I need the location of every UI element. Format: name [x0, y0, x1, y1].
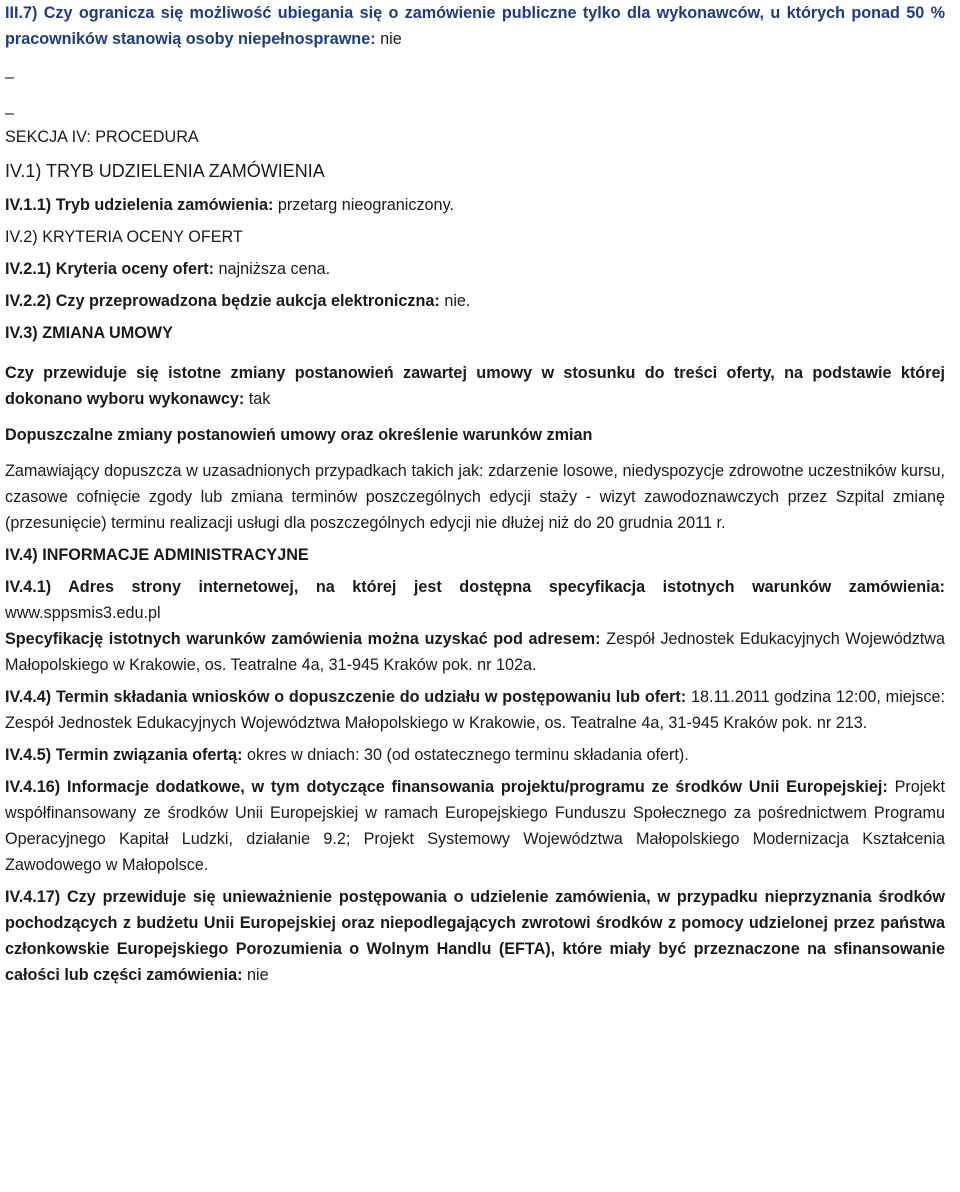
question-iv417: IV.4.17) Czy przewiduje się unieważnienie postępowania o udzielenie zamówienia, w przypadku nieprzyznania środków pochodzących z budżetu Unii Europejskiej oraz niepodlegających zwrotowi środków z pomocy udzielonej przez państwa członkowskie Europejskiego Porozumienia o Wolnym Handlu (EFTA), które miały być przeznaczone na sfinansowanie całości lub części zamówienia: [5, 888, 945, 984]
answer-iv417: nie [247, 966, 269, 984]
row-iv21 [5, 256, 945, 282]
question-iv41: IV.4.1) Adres strony internetowej, na której jest dostępna specyfikacja istotnych warunków zamówienia: [5, 578, 945, 596]
answer-iv22: nie. [444, 292, 471, 310]
answer-iv45: okres w dniach: 30 (od ostatecznego terminu składania ofert). [247, 746, 689, 764]
row-iv417 [5, 884, 945, 988]
question-iv45: IV.4.5) Termin związania ofertą: [5, 746, 243, 764]
separator-2: _ [5, 97, 15, 115]
row-iv44 [5, 684, 945, 736]
question-iv22: IV.2.2) Czy przeprowadzona będzie aukcja elektroniczna: [5, 292, 440, 310]
answer-iii7: nie [380, 30, 402, 48]
question-iii7: III.7) Czy ogranicza się możliwość ubiegania się o zamówienie publiczne tylko dla wykonawców, u których ponad 50 % pracowników stanowią osoby niepełnosprawne: [5, 4, 945, 48]
heading-iv1: IV.1) TRYB UDZIELENIA ZAMÓWIENIA [5, 161, 325, 181]
answer-iv11: przetarg nieograniczony. [277, 196, 454, 214]
question-iv41b: Specyfikację istotnych warunków zamówienia można uzyskać pod adresem: [5, 630, 601, 648]
answer-iv3: tak [248, 390, 271, 408]
heading-iv2: IV.2) KRYTERIA OCENY OFERT [5, 228, 243, 246]
question-iv44: IV.4.4) Termin składania wniosków o dopuszczenie do udziału w postępowaniu lub ofert: [5, 688, 687, 706]
answer-iv41: www.sppsmis3.edu.pl [5, 604, 161, 622]
answer-iv41b: Zespół Jednostek Edukacyjnych Województwa Małopolskiego w Krakowie, os. Teatralne 4a, 31-945 Kraków pok. nr 102a. [5, 630, 945, 674]
row-iv416 [5, 774, 945, 878]
body-iv3: Zamawiający dopuszcza w uzasadnionych przypadkach takich jak: zdarzenie losowe, niedyspozycje zdrowotne uczestników kursu, czasowe cofnięcie zgody lub zmiana terminów poszczególnych edycji staży - wizyt zawodoznawczych przez Szpital zmianę (przesunięcie) terminu realizacji usługi dla poszczególnych edycji nie dłużej niż do 20 grudnia 2011 r. [5, 462, 945, 532]
answer-iv416: Projekt współfinansowany ze środków Unii Europejskiej w ramach Europejskiego Funduszu Społecznego za pośrednictwem Programu Operacyjnego Kapitał Ludzki, działanie 9.2; Projekt Systemowy Województwa Małopolskiego Modernizacja Kształcenia Zawodowego w Małopolsce. [5, 778, 945, 874]
section-title: SEKCJA IV: PROCEDURA [5, 128, 199, 146]
separator-1: _ [5, 61, 15, 79]
answer-iv21: najniższa cena. [218, 260, 331, 278]
heading-iv4: IV.4) INFORMACJE ADMINISTRACYJNE [5, 546, 309, 564]
question-iv11: IV.1.1) Tryb udzielenia zamówienia: [5, 196, 274, 214]
answer-iv44: 18.11.2011 godzina 12:00, miejsce: Zespół Jednostek Edukacyjnych Województwa Małopolskiego w Krakowie, os. Teatralne 4a, 31-945 Kraków pok. nr 213. [5, 688, 945, 732]
row-iv41 [5, 574, 945, 626]
row-iv41b [5, 626, 945, 678]
question-iv21: IV.2.1) Kryteria oceny ofert: [5, 260, 215, 278]
row-iv11 [5, 192, 945, 218]
subheading-iv3: Dopuszczalne zmiany postanowień umowy oraz określenie warunków zmian [5, 426, 593, 444]
row-iv3-question [5, 360, 945, 412]
section-iii7 [5, 0, 945, 52]
row-iv22 [5, 288, 945, 314]
heading-iv3: IV.3) ZMIANA UMOWY [5, 324, 173, 342]
question-iv416: IV.4.16) Informacje dodatkowe, w tym dotyczące finansowania projektu/programu ze środków Unii Europejskiej: [5, 778, 888, 796]
row-iv45 [5, 742, 945, 768]
question-iv3: Czy przewiduje się istotne zmiany postanowień zawartej umowy w stosunku do treści oferty, na podstawie której dokonano wyboru wykonawcy: [5, 364, 945, 408]
